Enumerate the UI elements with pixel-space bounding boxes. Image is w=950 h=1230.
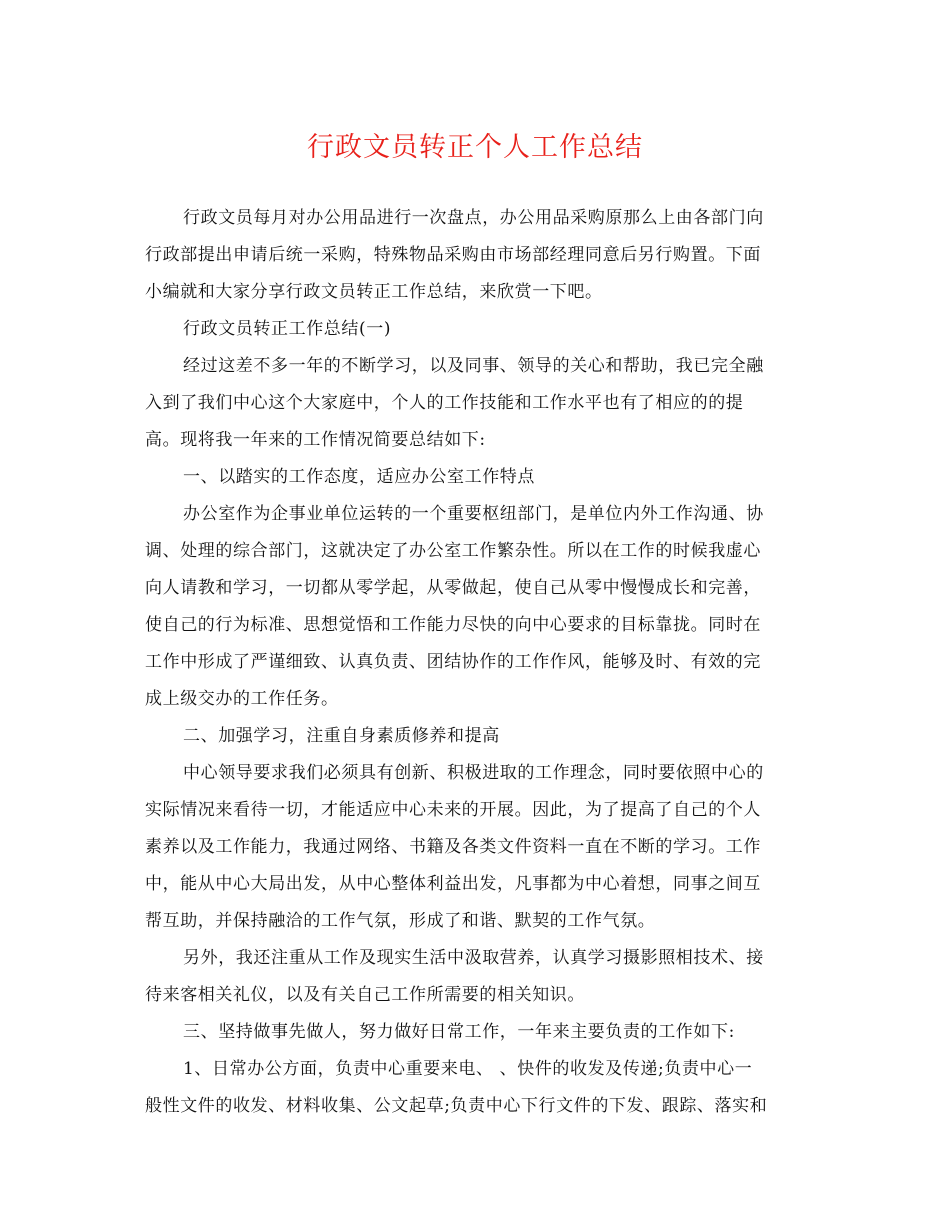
body-line: 实际情况来看待一切，才能适应中心未来的开展。因此，为了提高了自己的个人 — [145, 800, 761, 820]
body-line: 入到了我们中心这个大家庭中，个人的工作技能和工作水平也有了相应的的提 — [145, 393, 744, 413]
body-line: 1、日常办公方面，负责中心重要来电、 、快件的收发及传递;负责中心一 — [183, 1059, 753, 1079]
body-line: 中，能从中心大局出发，从中心整体利益出发，凡事都为中心着想，同事之间互 — [145, 874, 761, 894]
section-heading: 一、以踏实的工作态度，适应办公室工作特点 — [183, 467, 535, 487]
body-line: 调、处理的综合部门，这就决定了办公室工作繁杂性。所以在工作的时候我虚心 — [145, 541, 761, 561]
body-line: 向人请教和学习，一切都从零学起，从零做起，使自己从零中慢慢成长和完善， — [145, 578, 761, 598]
body-line: 中心领导要求我们必须具有创新、积极进取的工作理念，同时要依照中心的 — [183, 763, 764, 783]
body-line: 高。现将我一年来的工作情况简要总结如下: — [145, 430, 486, 450]
body-line: 小编就和大家分享行政文员转正工作总结，来欣赏一下吧。 — [145, 282, 603, 302]
section-heading: 行政文员转正工作总结(一) — [183, 319, 392, 339]
body-line: 素养以及工作能力，我通过网络、书籍及各类文件资料一直在不断的学习。工作 — [145, 837, 761, 857]
document-title: 行政文员转正个人工作总结 — [307, 132, 643, 163]
body-line: 帮互助，并保持融洽的工作气氛，形成了和谐、默契的工作气氛。 — [145, 911, 656, 931]
body-line: 行政部提出申请后统一采购，特殊物品采购由市场部经理同意后另行购置。下面 — [145, 245, 761, 265]
body-line: 工作中形成了严谨细致、认真负责、团结协作的工作作风，能够及时、有效的完 — [145, 652, 761, 672]
body-line: 行政文员每月对办公用品进行一次盘点，办公用品采购原那么上由各部门向 — [183, 208, 764, 228]
section-heading: 三、坚持做事先做人，努力做好日常工作，一年来主要负责的工作如下: — [183, 1022, 735, 1042]
body-line: 使自己的行为标准、思想觉悟和工作能力尽快的向中心要求的目标靠拢。同时在 — [145, 615, 761, 635]
body-line: 待来客相关礼仪，以及有关自己工作所需要的相关知识。 — [145, 985, 585, 1005]
body-line: 般性文件的收发、材料收集、公文起草;负责中心下行文件的下发、跟踪、落实和 — [145, 1096, 768, 1116]
section-heading: 二、加强学习，注重自身素质修养和提高 — [183, 726, 500, 746]
body-line: 另外，我还注重从工作及现实生活中汲取营养，认真学习摄影照相技术、接 — [183, 948, 764, 968]
body-line: 成上级交办的工作任务。 — [145, 689, 339, 709]
body-line: 经过这差不多一年的不断学习，以及同事、领导的关心和帮助，我已完全融 — [183, 356, 764, 376]
body-line: 办公室作为企事业单位运转的一个重要枢纽部门，是单位内外工作沟通、协 — [183, 504, 764, 524]
